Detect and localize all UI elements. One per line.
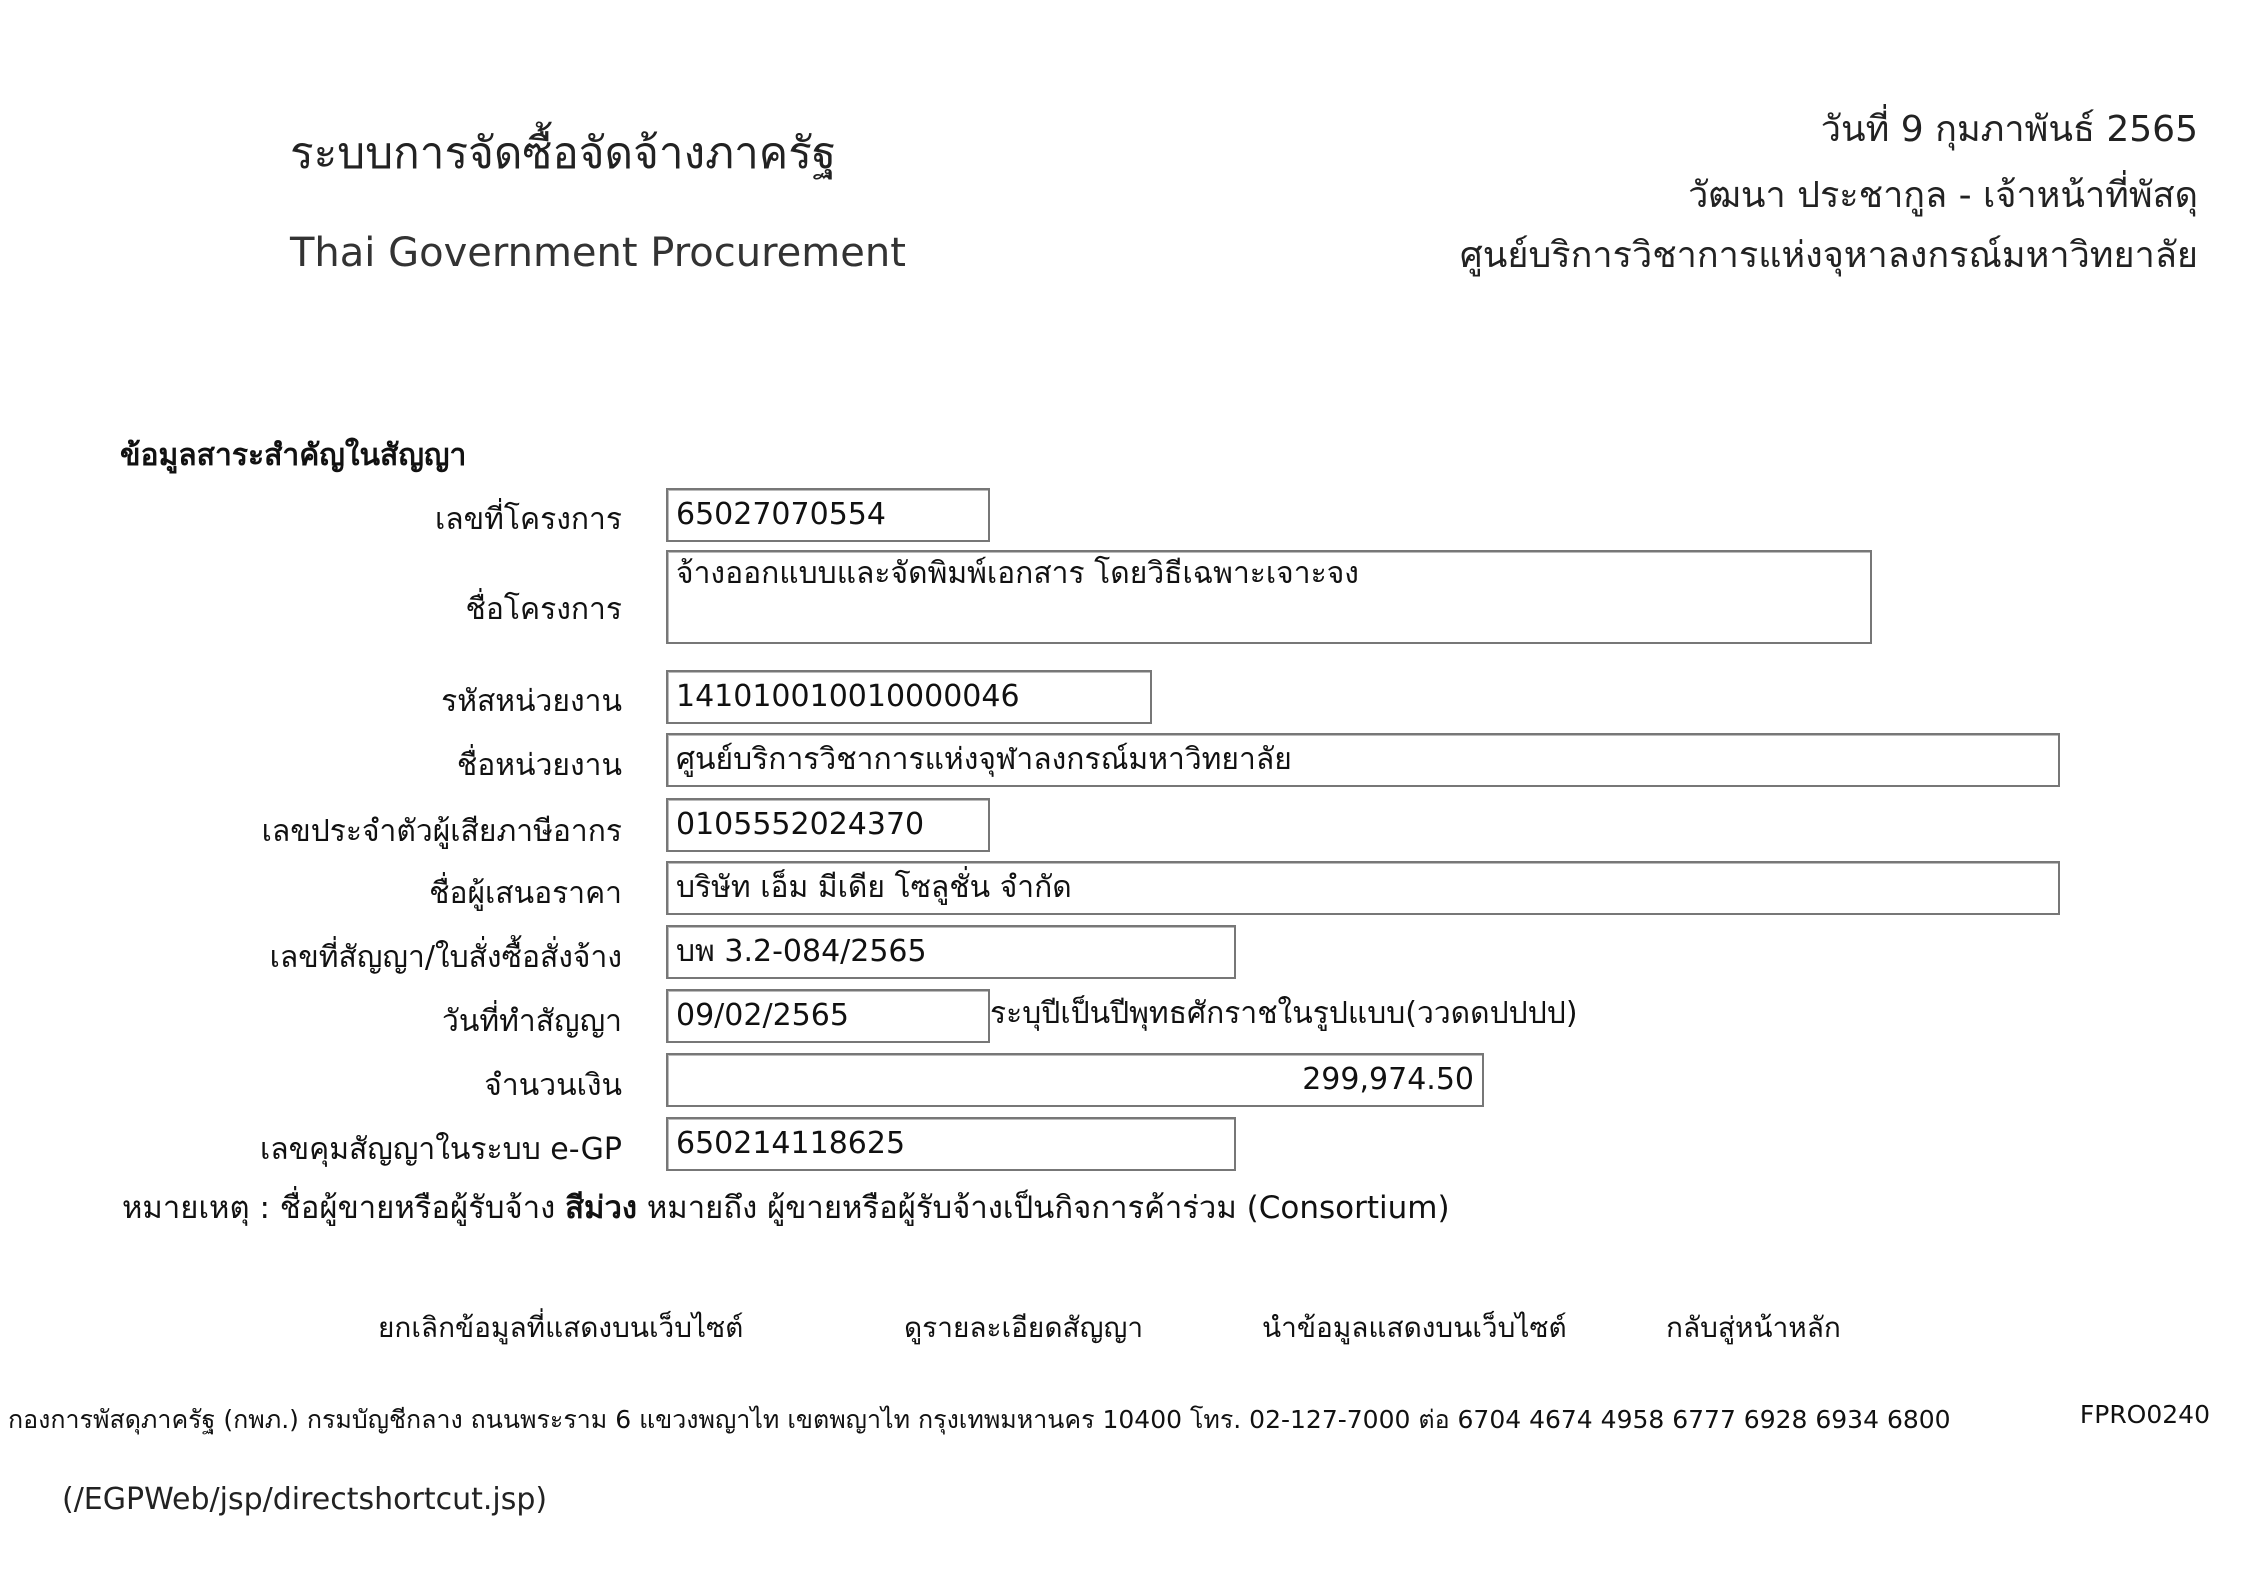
project-name-label: ชื่อโครงการ (465, 592, 622, 627)
remark-suffix: หมายถึง ผู้ขายหรือผู้รับจ้างเป็นกิจการค้าร่วม (Consortium) (646, 1190, 1450, 1226)
user-organization: ศูนย์บริการวิชาการแห่งจุหาลงกรณ์มหาวิทยาลัย (1459, 235, 2198, 276)
bidder-name-label: ชื่อผู้เสนอราคา (429, 876, 622, 911)
contract-date-field[interactable]: 09/02/2565 (666, 989, 990, 1043)
agency-code-label: รหัสหน่วยงาน (441, 684, 622, 719)
remark-prefix: หมายเหตุ : ชื่อผู้ขายหรือผู้รับจ้าง (122, 1190, 556, 1226)
tax-id-label: เลขประจำตัวผู้เสียภาษีอากร (261, 814, 622, 849)
view-contract-details-link[interactable]: ดูรายละเอียดสัญญา (904, 1311, 1144, 1344)
remark-highlight: สีม่วง (565, 1190, 638, 1226)
egp-control-no-label: เลขคุมสัญญาในระบบ e-GP (260, 1132, 622, 1167)
footer-address: กองการพัสดุภาครัฐ (กพภ.) กรมบัญชีกลาง ถนนพระราม 6 แขวงพญาไท เขตพญาไท กรุงเทพมหานคร 10400 โทร. 02-127-7000 ต่อ 6704 4674 4958 6777 6928 6934 6800 (8, 1405, 1951, 1434)
current-date: วันที่ 9 กุมภาพันธ์ 2565 (1820, 109, 2198, 150)
cancel-display-link[interactable]: ยกเลิกข้อมูลที่แสดงบนเว็บไซต์ (378, 1311, 744, 1344)
contract-date-format-hint: ระบุปีเป็นปีพุทธศักราชในรูปแบบ(ววดดปปปป) (990, 996, 1578, 1031)
amount-label: จำนวนเงิน (484, 1068, 622, 1103)
project-no-label: เลขที่โครงการ (435, 502, 622, 537)
contract-no-label: เลขที่สัญญา/ใบสั่งซื้อสั่งจ้าง (269, 940, 622, 975)
section-title: ข้อมูลสาระสำคัญในสัญญา (120, 438, 467, 473)
back-to-home-link[interactable]: กลับสู่หน้าหลัก (1666, 1311, 1841, 1344)
tax-id-field[interactable]: 0105552024370 (666, 798, 990, 852)
egp-control-no-field[interactable]: 650214118625 (666, 1117, 1236, 1171)
agency-name-field[interactable]: ศูนย์บริการวิชาการแห่งจุฬาลงกรณ์มหาวิทยาลัย (666, 733, 2060, 787)
publish-to-website-link[interactable]: นำข้อมูลแสดงบนเว็บไซต์ (1262, 1311, 1567, 1344)
project-no-field[interactable]: 65027070554 (666, 488, 990, 542)
contract-date-label: วันที่ทำสัญญา (441, 1004, 622, 1039)
amount-field[interactable]: 299,974.50 (666, 1053, 1484, 1107)
system-title-thai: ระบบการจัดซื้อจัดจ้างภาครัฐ (290, 128, 837, 179)
agency-name-label: ชื่อหน่วยงาน (456, 748, 622, 783)
remark-note (122, 1182, 1450, 1232)
project-name-field[interactable]: จ้างออกแบบและจัดพิมพ์เอกสาร โดยวิธีเฉพาะเจาะจง (666, 550, 1872, 644)
current-user: วัฒนา ประชากูล - เจ้าหน้าที่พัสดุ (1688, 175, 2198, 216)
form-code: FPRO0240 (2079, 1400, 2210, 1429)
system-title-english: Thai Government Procurement (290, 230, 906, 276)
contract-no-field[interactable]: บพ 3.2-084/2565 (666, 925, 1236, 979)
page-path: (/EGPWeb/jsp/directshortcut.jsp) (62, 1482, 548, 1517)
agency-code-field[interactable]: 141010010010000046 (666, 670, 1152, 724)
bidder-name-field[interactable]: บริษัท เอ็ม มีเดีย โซลูชั่น จำกัด (666, 861, 2060, 915)
